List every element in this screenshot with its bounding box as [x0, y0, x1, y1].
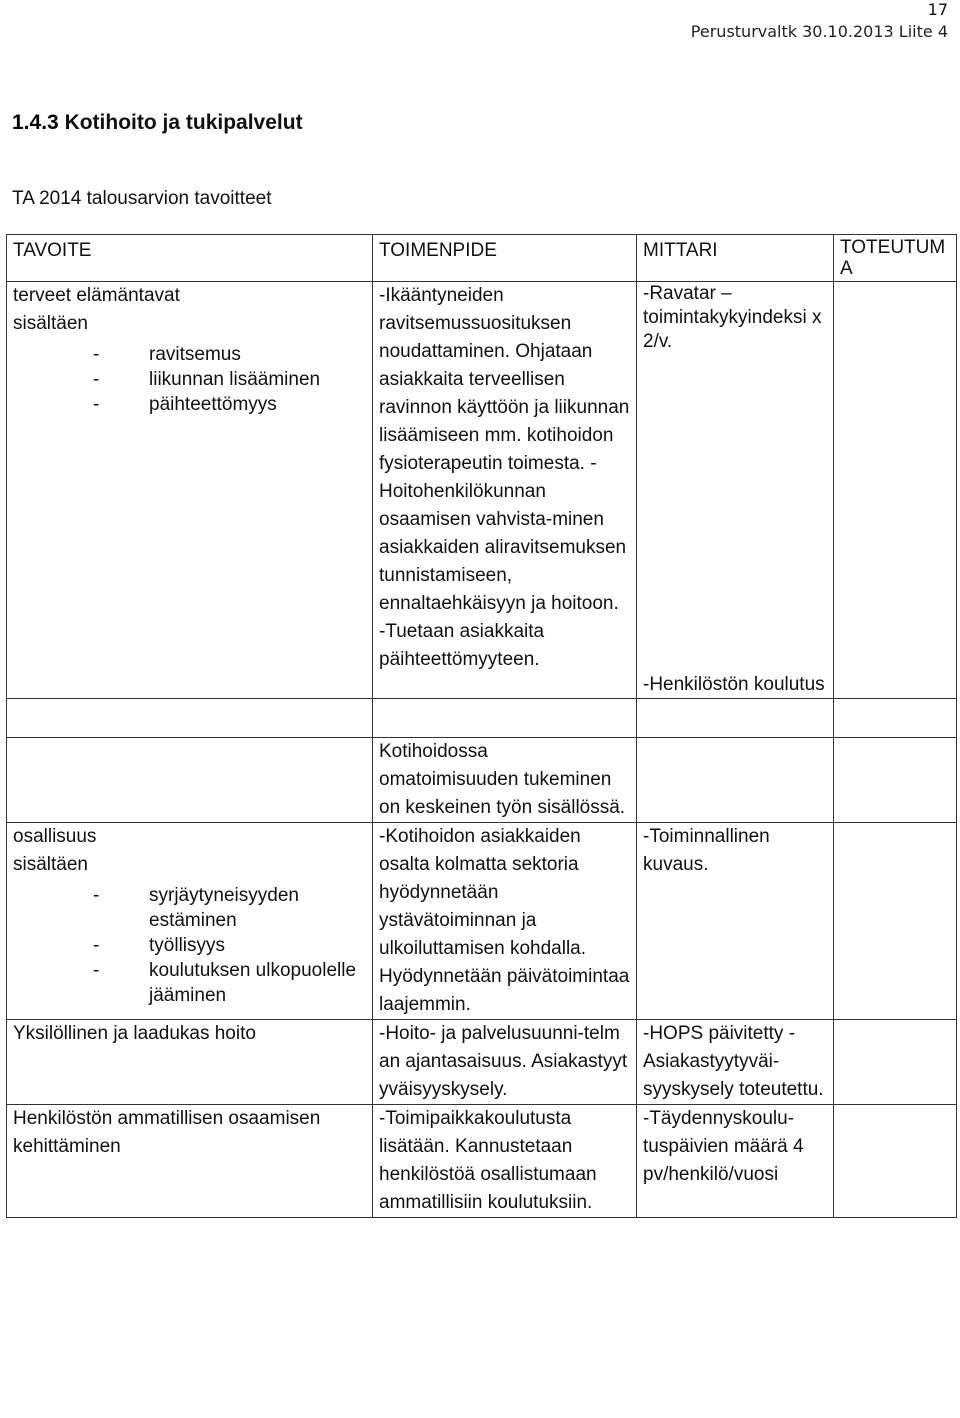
row2-mittari	[637, 738, 834, 823]
page-number: 17	[927, 0, 948, 19]
row3-tavoite-intro: osallisuus sisältäen	[13, 826, 97, 875]
row1-toimenpide: -Ikääntyneiden ravitsemussuosituksen noudattaminen. Ohjataan asiakkaita terveellisen ravinnon käyttöön ja liikunnan lisäämiseen mm. kotihoidon fysioterapeutin toimesta. -Hoitohenkilökunnan osaamisen vahvista-minen asiakkaiden aliravitsemuksen tunnistamiseen, ennaltaehkäisyyn ja hoitoon. -Tuetaan asiakkaita päihteettömyyteen.	[373, 282, 637, 699]
blank-cell	[637, 699, 834, 738]
row5-toteutuma	[834, 1105, 957, 1218]
blank-cell	[7, 699, 373, 738]
row2-tavoite	[7, 738, 373, 823]
row3-toteutuma	[834, 823, 957, 1020]
section-title: Kotihoito ja tukipalvelut	[64, 111, 303, 134]
table-row	[7, 1105, 957, 1218]
section-heading	[12, 111, 303, 135]
row2-toteutuma	[834, 738, 957, 823]
row1-tavoite-intro: terveet elämäntavat sisältäen	[13, 285, 180, 334]
table-row	[7, 738, 957, 823]
row5-toimenpide: -Toimipaikkakoulutusta lisätään. Kannustetaan henkilöstöä osallistumaan ammatillisiin koulutuksiin.	[373, 1105, 637, 1218]
row4-toteutuma	[834, 1020, 957, 1105]
row1-mittari-2: -Henkilöstön koulutus	[643, 674, 825, 695]
header-mittari: MITTARI	[637, 235, 834, 282]
header-toteutuma: TOTEUTUM A	[834, 235, 957, 282]
row3-mittari: -Toiminnallinen kuvaus.	[637, 823, 834, 1020]
table-row	[7, 282, 957, 699]
goals-table	[6, 234, 957, 1218]
section-subtitle: TA 2014 talousarvion tavoitteet	[12, 188, 272, 209]
document-reference: Perusturvaltk 30.10.2013 Liite 4	[690, 22, 948, 41]
blank-cell	[373, 699, 637, 738]
row1-mittari-1: -Ravatar – toimintakykyindeksi x 2/v.	[643, 283, 822, 352]
row4-mittari: -HOPS päivitetty -Asiakastyytyväi-syyskysely toteutettu.	[637, 1020, 834, 1105]
row1-tavoite	[7, 282, 373, 699]
row5-mittari: -Täydennyskoulu-tuspäivien määrä 4 pv/henkilö/vuosi	[637, 1105, 834, 1218]
header-tavoite: TAVOITE	[7, 235, 373, 282]
row5-tavoite: Henkilöstön ammatillisen osaamisen kehittäminen	[7, 1105, 373, 1218]
list-item: - päihteettömyys	[93, 394, 277, 415]
row1-toteutuma	[834, 282, 957, 699]
table-row	[7, 699, 957, 738]
list-item: - työllisyys	[93, 935, 226, 956]
row2-toimenpide: Kotihoidossa omatoimisuuden tukeminen on keskeinen työn sisällössä.	[373, 738, 637, 823]
row1-mittari	[637, 282, 834, 699]
row4-toimenpide: -Hoito- ja palvelusuunni-telman ajantasaisuus. Asiakastyytyväisyyskysely.	[373, 1020, 637, 1105]
section-number: 1.4.3	[12, 111, 59, 134]
row3-toimenpide: -Kotihoidon asiakkaiden osalta kolmatta sektoria hyödynnetään ystävätoiminnan ja ulkoiluttamisen kohdalla. Hyödynnetään päivätoimintaa laajemmin.	[373, 823, 637, 1020]
list-item: - syrjäytyneisyyden estäminen	[93, 885, 299, 931]
list-item: - liikunnan lisääminen	[93, 369, 321, 390]
row1-bullet-list	[13, 342, 366, 417]
blank-cell	[834, 699, 957, 738]
header-toimenpide: TOIMENPIDE	[373, 235, 637, 282]
table-row	[7, 1020, 957, 1105]
list-item: - ravitsemus	[93, 344, 241, 365]
table-row	[7, 823, 957, 1020]
row4-tavoite: Yksilöllinen ja laadukas hoito	[7, 1020, 373, 1105]
table-header-row	[7, 235, 957, 282]
row3-tavoite	[7, 823, 373, 1020]
row3-bullet-list	[13, 883, 366, 1008]
list-item: - koulutuksen ulkopuolelle jääminen	[93, 960, 357, 1006]
